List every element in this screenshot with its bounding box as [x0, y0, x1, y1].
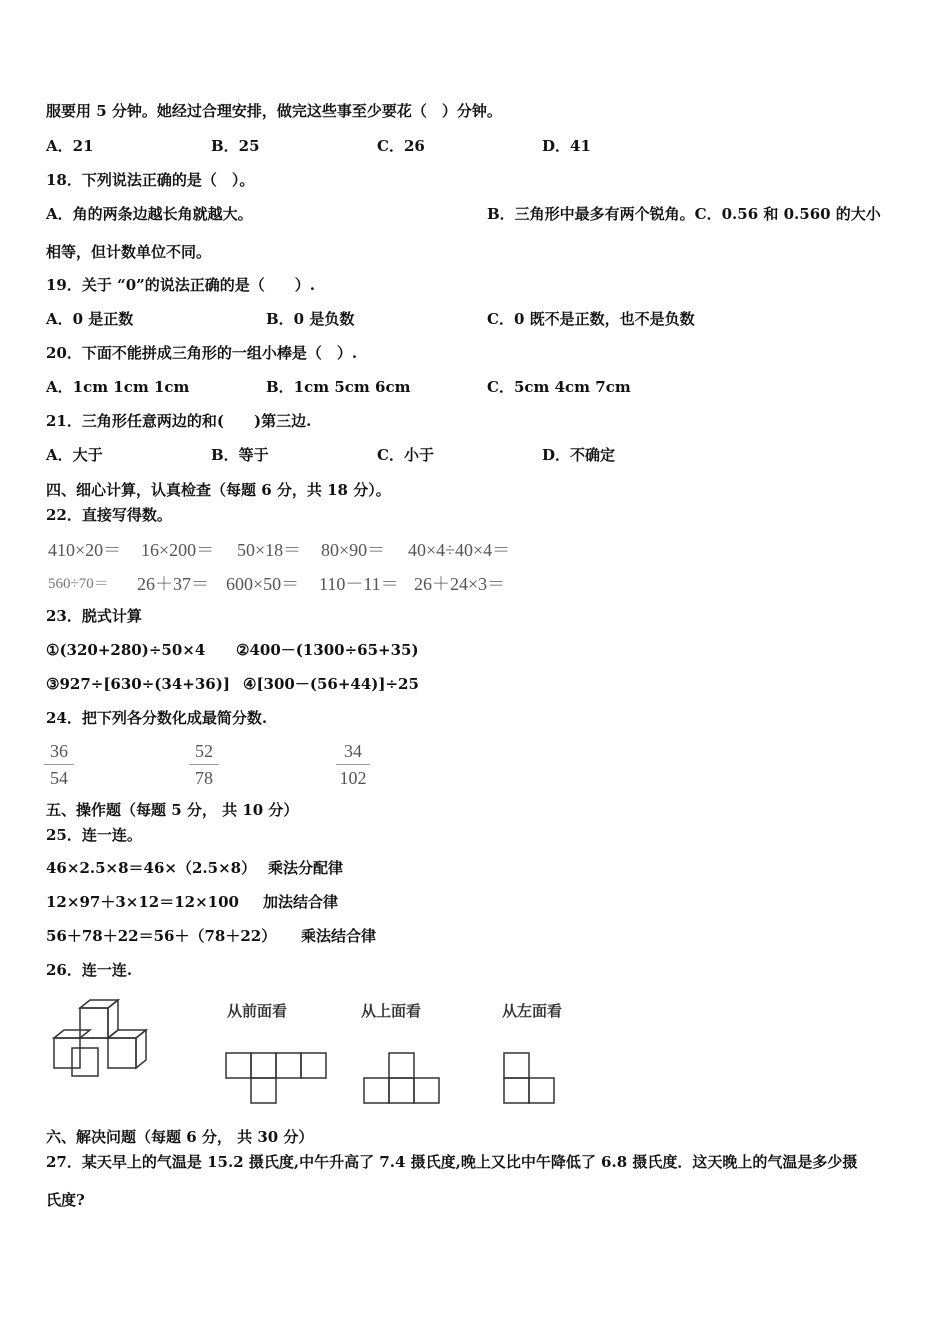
q18-option-a[interactable]: A．角的两条边越长角就越大。 [46, 205, 253, 223]
q21-option-d[interactable]: D．不确定 [542, 446, 616, 464]
q17-option-b[interactable]: B．25 [211, 137, 260, 155]
q20-option-a[interactable]: A．1cm 1cm 1cm [46, 378, 190, 396]
section-4-heading: 四、细心计算，认真检查（每题 6 分，共 18 分）。 [46, 481, 391, 499]
q20-stem: 20．下面不能拼成三角形的一组小棒是（ ）. [46, 344, 358, 362]
q24-stem: 24．把下列各分数化成最简分数. [46, 709, 268, 727]
q22-expr: 410×20＝ [48, 540, 122, 560]
fraction-denominator: 54 [50, 768, 68, 788]
fraction-bar [44, 764, 74, 765]
q23-item: ④[300－(56+44)]÷25 [243, 675, 419, 693]
q22-expr: 40×4÷40×4＝ [408, 540, 511, 560]
q22-expr: 26＋24×3＝ [414, 574, 506, 594]
q22-expr: 560÷70＝ [48, 576, 109, 592]
q26-stem: 26．连一连. [46, 961, 133, 979]
q21-option-b[interactable]: B．等于 [211, 446, 269, 464]
q19-stem: 19．关于 “0”的说法正确的是（ ）. [46, 276, 316, 294]
q19-option-a[interactable]: A．0 是正数 [46, 310, 134, 328]
section-6-heading: 六、解决问题（每题 6 分， 共 30 分） [46, 1128, 314, 1146]
q27-continuation: 氏度? [46, 1191, 85, 1209]
q18-stem: 18．下列说法正确的是（ ）。 [46, 171, 255, 189]
q25-expression: 12×97＋3×12＝12×100 [46, 893, 239, 911]
q20-option-c[interactable]: C．5cm 4cm 7cm [487, 378, 631, 396]
q27-stem: 27．某天早上的气温是 15.2 摄氏度,中午升高了 7.4 摄氏度,晚上又比中午降低了 6.8 摄氏度．这天晚上的气温是多少摄 [46, 1153, 858, 1171]
section-5-heading: 五、操作题（每题 5 分， 共 10 分） [46, 801, 299, 819]
q18-continuation: 相等，但计数单位不同。 [46, 243, 212, 261]
fraction [336, 740, 370, 789]
q22-expr: 26＋37＝ [137, 574, 209, 594]
fraction-denominator: 102 [339, 768, 367, 788]
q20-option-b[interactable]: B．1cm 5cm 6cm [266, 378, 411, 396]
fraction [44, 740, 74, 789]
top-view-figure[interactable] [362, 1050, 442, 1106]
q22-expr: 110－11＝ [319, 574, 399, 594]
fraction-denominator: 78 [195, 768, 213, 788]
left-view-figure[interactable] [502, 1050, 558, 1106]
q17-option-a[interactable]: A．21 [46, 137, 94, 155]
cube-stack-figure [46, 996, 156, 1081]
q25-expression: 56＋78＋22＝56＋（78＋22） [46, 927, 277, 945]
q22-expr: 16×200＝ [141, 540, 215, 560]
q25-stem: 25．连一连。 [46, 826, 142, 844]
q19-option-c[interactable]: C．0 既不是正数，也不是负数 [487, 310, 695, 328]
q25-expression: 46×2.5×8＝46×（2.5×8） [46, 859, 257, 877]
q17-option-c[interactable]: C．26 [377, 137, 425, 155]
q17-option-d[interactable]: D．41 [542, 137, 591, 155]
view-label-left: 从左面看 [502, 1002, 563, 1020]
fraction-numerator: 34 [344, 741, 362, 761]
q21-stem: 21．三角形任意两边的和( )第三边. [46, 412, 312, 430]
view-label-top: 从上面看 [361, 1002, 422, 1020]
q19-option-b[interactable]: B．0 是负数 [266, 310, 355, 328]
q22-expr: 50×18＝ [237, 540, 302, 560]
fraction-numerator: 52 [195, 741, 213, 761]
q18-option-bc[interactable]: B．三角形中最多有两个锐角。C．0.56 和 0.560 的大小 [487, 205, 881, 223]
q22-expr: 600×50＝ [226, 574, 300, 594]
q25-law: 乘法分配律 [268, 859, 344, 877]
q17-continuation: 服要用 5 分钟。她经过合理安排，做完这些事至少要花（ ）分钟。 [46, 102, 502, 120]
q23-item: ②400－(1300÷65+35) [236, 641, 419, 659]
q21-option-c[interactable]: C．小于 [377, 446, 434, 464]
front-view-figure[interactable] [224, 1050, 330, 1106]
fraction-bar [189, 764, 219, 765]
q23-stem: 23．脱式计算 [46, 607, 142, 625]
q21-option-a[interactable]: A．大于 [46, 446, 103, 464]
fraction [189, 740, 219, 789]
q22-expr: 80×90＝ [321, 540, 386, 560]
view-label-front: 从前面看 [227, 1002, 288, 1020]
fraction-bar [336, 764, 370, 765]
fraction-numerator: 36 [50, 741, 68, 761]
q25-law: 乘法结合律 [301, 927, 377, 945]
q23-item: ③927÷[630÷(34+36)] [46, 675, 230, 693]
q22-stem: 22．直接写得数。 [46, 506, 172, 524]
q25-law: 加法结合律 [263, 893, 339, 911]
q23-item: ①(320+280)÷50×4 [46, 641, 206, 659]
